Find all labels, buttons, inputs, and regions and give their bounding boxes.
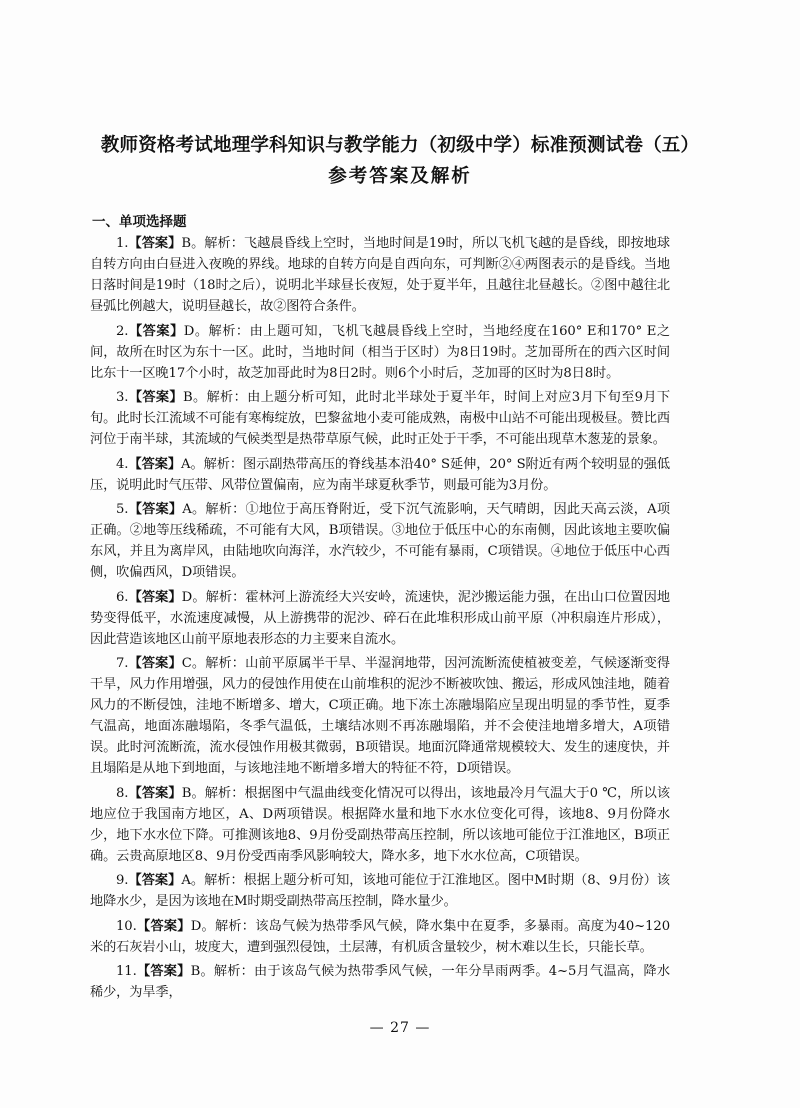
answer-label: 【答案】 bbox=[128, 456, 181, 472]
answer-item-9 bbox=[90, 870, 670, 912]
question-number: 11. bbox=[116, 964, 137, 979]
question-number: 10. bbox=[116, 918, 137, 934]
answer-item-4 bbox=[90, 454, 670, 496]
answer-item-3 bbox=[90, 387, 670, 450]
answer-label: 【答案】 bbox=[128, 873, 182, 888]
answer-item-8 bbox=[90, 783, 670, 867]
answer-explanation: A。解析：①地位于高压脊附近，受下沉气流影响，天气晴朗，因此天高云淡，A项正确。②地等压线稀疏，不可能有大风，B项错误。③地位于低压中心的东南侧，因此该地主要吹偏东风，并且为离岸风，由陆地吹向海洋，水汽较少，不可能有暴雨，C项错误。④地位于低压中心西侧，吹偏西风，D项错误。 bbox=[90, 502, 670, 580]
answer-explanation: B。解析：根据图中气温曲线变化情况可以得出，该地最冷月气温大于0 ℃，所以该地应位于我国南方地区，A、D两项错误。根据降水量和地下水水位变化可得，该地8、9月份降水少，地下水水位下降。可推测该地8、9月份受副热带高压控制，所以该地可能位于江淮地区，B项正确。云贵高原地区8、9月份受西南季风影响较大，降水多，地下水水位高，C项错误。 bbox=[90, 785, 670, 864]
answer-item-6 bbox=[90, 587, 670, 650]
answer-label: 【答案】 bbox=[128, 323, 184, 339]
answer-item-11 bbox=[90, 961, 670, 1003]
document-subtitle: 参考答案及解析 bbox=[328, 166, 472, 187]
answer-item-5 bbox=[90, 499, 670, 583]
answer-label: 【答案】 bbox=[128, 390, 183, 405]
answer-label: 【答案】 bbox=[128, 656, 182, 671]
answer-explanation: A。解析：根据上题分析可知，该地可能位于江淮地区。图中M时期（8、9月份）该地降水少，是因为该地在M时期受副热带高压控制，降水量少。 bbox=[90, 873, 670, 909]
question-number: 7. bbox=[116, 656, 129, 671]
question-number: 6. bbox=[116, 589, 129, 605]
question-number: 4. bbox=[116, 456, 129, 472]
answer-item-10 bbox=[90, 916, 670, 958]
answer-item-1 bbox=[90, 233, 670, 317]
question-number: 2. bbox=[116, 323, 129, 339]
answer-list bbox=[90, 233, 670, 1007]
answer-explanation: D。解析：霍林河上游流经大兴安岭，流速快，泥沙搬运能力强，在出山口位置因地势变得低平，水流速度减慢，从上游携带的泥沙、碎石在此堆积形成山前平原（冲积扇连片形成），因此营造该地区山前平原地表形态的力主要来自流水。 bbox=[90, 589, 670, 647]
answer-label: 【答案】 bbox=[128, 236, 182, 251]
answer-explanation: C。解析：山前平原属半干旱、半湿润地带，因河流断流使植被变差，气候逐渐变得干旱，风力作用增强，风力的侵蚀作用使在山前堆积的泥沙不断被吹蚀、搬运，形成风蚀洼地，随着风力的不断侵蚀，洼地不断增多、增大，C项正确。地下冻土冻融塌陷应呈现出明显的季节性，夏季气温高，地面冻融塌陷，冬季气温低，土壤结冰则不再冻融塌陷，并不会使洼地增多增大，A项错误。此时河流断流，流水侵蚀作用极其微弱，B项错误。地面沉降通常规模较大、发生的速度快，并且塌陷是从地下到地面，与该地洼地不断增多增大的特征不符，D项错误。 bbox=[90, 656, 670, 776]
answer-explanation: B。解析：由于该岛气候为热带季风气候，一年分旱雨两季。4~5月气温高，降水稀少，为旱季， bbox=[90, 964, 670, 1000]
page-number: — 27 — bbox=[369, 1020, 431, 1036]
question-number: 3. bbox=[116, 390, 129, 405]
answer-item-7 bbox=[90, 653, 670, 779]
document-title: 教师资格考试地理学科知识与教学能力（初级中学）标准预测试卷（五） bbox=[100, 135, 700, 156]
answer-label: 【答案】 bbox=[136, 964, 191, 979]
answer-label: 【答案】 bbox=[128, 589, 182, 605]
section-heading: 一、单项选择题 bbox=[92, 214, 187, 230]
answer-label: 【答案】 bbox=[128, 785, 182, 801]
question-number: 9. bbox=[116, 873, 129, 888]
answer-explanation: A。解析：图示副热带高压的脊线基本沿40° S延伸，20° S附近有两个较明显的强低压，说明此时气压带、风带位置偏南，应为南半球夏秋季节，则最可能为3月份。 bbox=[90, 456, 670, 493]
question-number: 8. bbox=[116, 785, 129, 801]
answer-explanation: B。解析：飞越晨昏线上空时，当地时间是19时，所以飞机飞越的是昏线，即按地球自转方向由白昼进入夜晚的界线。地球的自转方向是自西向东，可判断②④两图表示的是昏线。当地日落时间是19时（18时之后），说明北半球昼长夜短，处于夏半年，且越往北昼越长。②图中越往北昼弧比例越大，说明昼越长，故②图符合条件。 bbox=[90, 236, 670, 314]
answer-explanation: D。解析：由上题可知，飞机飞越晨昏线上空时，当地经度在160° E和170° E之间，故所在时区为东十一区。此时，当地时间（相当于区时）为8日19时。芝加哥所在的西六区时间比东十一区晚17个小时，故芝加哥此时为8日2时。则6个小时后，芝加哥的区时为8日8时。 bbox=[90, 323, 670, 381]
question-number: 1. bbox=[116, 236, 129, 251]
answer-label: 【答案】 bbox=[136, 918, 191, 934]
answer-item-2 bbox=[90, 321, 670, 384]
question-number: 5. bbox=[116, 502, 129, 517]
answer-explanation: B。解析：由上题分析可知，此时北半球处于夏半年，时间上对应3月下旬至9月下旬。此时长江流域不可能有寒梅绽放，巴黎盆地小麦可能成熟，南极中山站不可能出现极昼。赞比西河位于南半球，其流域的气候类型是热带草原气候，此时正处于干季，不可能出现草木葱茏的景象。 bbox=[90, 390, 670, 447]
answer-explanation: D。解析：该岛气候为热带季风气候，降水集中在夏季，多暴雨。高度为40~120米的石灰岩小山，坡度大，遭到强烈侵蚀，土层薄，有机质含量较少，树木难以生长，只能长草。 bbox=[90, 918, 670, 955]
answer-label: 【答案】 bbox=[128, 502, 183, 517]
